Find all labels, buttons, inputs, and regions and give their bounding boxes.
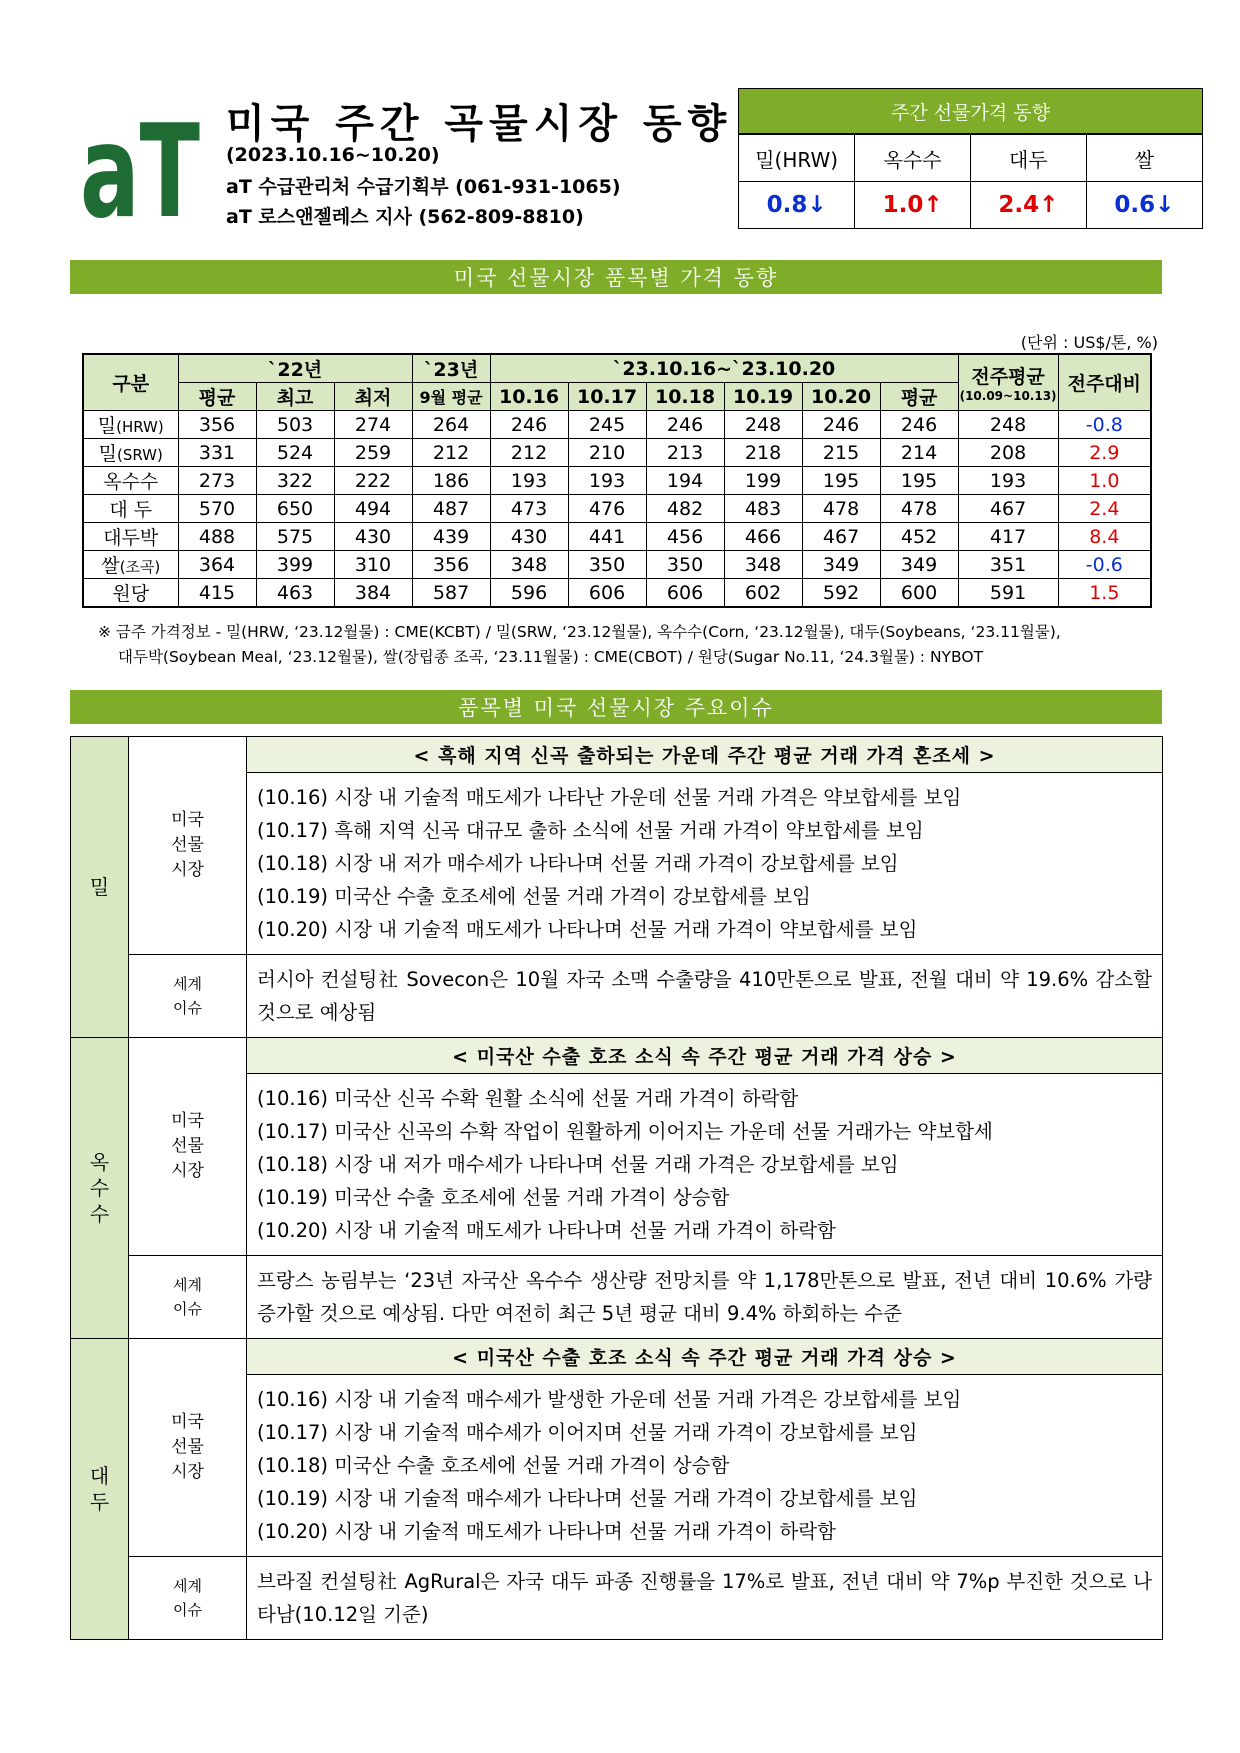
list-item: (10.19) 미국산 수출 호조세에 선물 거래 가격이 상승함 <box>257 1186 730 1209</box>
issues-section-title: 품목별 미국 선물시장 주요이슈 <box>70 690 1162 724</box>
price-cell: 349 <box>880 551 958 579</box>
price-cell: 351 <box>958 551 1058 579</box>
issue-headline: < 미국산 수출 호조 소식 속 주간 평균 거래 가격 상승 > <box>247 1339 1163 1375</box>
world-issue-text: 프랑스 농림부는 ‘23년 자국산 옥수수 생산량 전망치를 약 1,178만톤으로 발표, 전년 대비 10.6% 가량 증가할 것으로 예상됨. 다만 여전히 최근 5년 평균 대비 9.4% 하회하는 수준 <box>247 1256 1163 1339</box>
row-commodity-name: 쌀(조곡) <box>83 551 178 579</box>
price-cell: 463 <box>256 579 334 608</box>
price-cell: 195 <box>880 467 958 495</box>
arrow-up-icon: ↑ <box>1039 192 1059 219</box>
issues-table <box>70 736 1163 1640</box>
price-cell: 259 <box>334 439 412 467</box>
list-item: (10.18) 시장 내 저가 매수세가 나타나며 선물 거래 가격이 강보합세를 보임 <box>257 852 899 875</box>
price-cell: 215 <box>802 439 880 467</box>
row-commodity-name: 옥수수 <box>83 467 178 495</box>
price-cell: 356 <box>178 411 256 439</box>
price-cell: 348 <box>490 551 568 579</box>
change-cell: -0.6 <box>1058 551 1151 579</box>
trend-value-rice: 0.6↓ <box>1086 182 1202 229</box>
price-cell: 488 <box>178 523 256 551</box>
price-cell: 350 <box>568 551 646 579</box>
list-item: (10.20) 시장 내 기술적 매도세가 나타나며 선물 거래 가격이 하락함 <box>257 1219 836 1242</box>
issue-headline: < 미국산 수출 호조 소식 속 주간 평균 거래 가격 상승 > <box>247 1038 1163 1074</box>
price-cell: 350 <box>646 551 724 579</box>
header-prev-avg: 전주평균 (10.09~10.13) <box>958 354 1058 411</box>
row-commodity-name: 원당 <box>83 579 178 608</box>
price-cell: 218 <box>724 439 802 467</box>
price-cell: 195 <box>802 467 880 495</box>
change-cell: -0.8 <box>1058 411 1151 439</box>
arrow-up-icon: ↑ <box>923 192 943 219</box>
daily-market-notes <box>247 1074 1163 1256</box>
price-cell: 194 <box>646 467 724 495</box>
table-row <box>83 579 1151 608</box>
weekly-trend-title: 주간 선물가격 동향 <box>739 89 1202 134</box>
price-cell: 212 <box>412 439 490 467</box>
list-item: (10.20) 시장 내 기술적 매도세가 나타나며 선물 거래 가격이 약보합세를 보임 <box>257 918 918 941</box>
arrow-down-icon: ↓ <box>1155 192 1175 219</box>
header-change: 전주대비 <box>1058 354 1151 411</box>
price-table <box>82 353 1152 608</box>
weekly-trend-table <box>739 134 1202 229</box>
row-commodity-name: 대두박 <box>83 523 178 551</box>
price-cell: 439 <box>412 523 490 551</box>
price-cell: 494 <box>334 495 412 523</box>
price-cell: 348 <box>724 551 802 579</box>
world-issue-text: 브라질 컨설팅社 AgRural은 자국 대두 파종 진행률을 17%로 발표, 전년 대비 약 7%p 부진한 것으로 나타남(10.12일 기준) <box>247 1557 1163 1640</box>
table-row <box>83 551 1151 579</box>
price-cell: 587 <box>412 579 490 608</box>
table-row <box>83 411 1151 439</box>
price-cell: 602 <box>724 579 802 608</box>
trend-name-rice: 쌀 <box>1086 135 1202 182</box>
header-week-avg: 평균 <box>880 383 958 411</box>
trend-value-wheat: 0.8↓ <box>739 182 855 229</box>
page-title: 미국 주간 곡물시장 동향 <box>226 101 733 147</box>
crop-label: 대 두 <box>71 1339 129 1640</box>
header-d3: 10.18 <box>646 383 724 411</box>
price-cell: 399 <box>256 551 334 579</box>
list-item: (10.18) 시장 내 저가 매수세가 나타나며 선물 거래 가격은 강보합세를 보임 <box>257 1153 899 1176</box>
price-cell: 606 <box>646 579 724 608</box>
list-item: (10.17) 시장 내 기술적 매수세가 이어지며 선물 거래 가격이 강보합세를 보임 <box>257 1421 918 1444</box>
daily-market-notes <box>247 1375 1163 1557</box>
trend-name-corn: 옥수수 <box>855 135 971 182</box>
price-cell: 322 <box>256 467 334 495</box>
price-cell: 213 <box>646 439 724 467</box>
price-cell: 650 <box>256 495 334 523</box>
price-cell: 478 <box>802 495 880 523</box>
price-cell: 210 <box>568 439 646 467</box>
list-item: (10.16) 미국산 신곡 수확 원활 소식에 선물 거래 가격이 하락함 <box>257 1087 799 1110</box>
list-item: (10.19) 미국산 수출 호조세에 선물 거래 가격이 강보합세를 보임 <box>257 885 811 908</box>
list-item: (10.17) 미국산 신곡의 수확 작업이 원활하게 이어지는 가운데 선물 거래가는 약보합세 <box>257 1120 993 1143</box>
price-cell: 600 <box>880 579 958 608</box>
trend-name-wheat: 밀(HRW) <box>739 135 855 182</box>
header-min: 최저 <box>334 383 412 411</box>
change-cell: 8.4 <box>1058 523 1151 551</box>
list-item: (10.18) 미국산 수출 호조세에 선물 거래 가격이 상승함 <box>257 1454 730 1477</box>
table-row <box>83 495 1151 523</box>
us-futures-market-label: 미국 선물 시장 <box>129 1038 247 1256</box>
price-cell: 482 <box>646 495 724 523</box>
price-cell: 208 <box>958 439 1058 467</box>
price-cell: 575 <box>256 523 334 551</box>
price-cell: 310 <box>334 551 412 579</box>
price-cell: 487 <box>412 495 490 523</box>
price-cell: 441 <box>568 523 646 551</box>
price-cell: 384 <box>334 579 412 608</box>
price-cell: 503 <box>256 411 334 439</box>
trend-value-soybean: 2.4↑ <box>971 182 1087 229</box>
price-cell: 246 <box>802 411 880 439</box>
price-cell: 596 <box>490 579 568 608</box>
price-cell: 417 <box>958 523 1058 551</box>
header-2022: `22년 <box>178 354 412 383</box>
price-cell: 212 <box>490 439 568 467</box>
department-contact: aT 수급관리처 수급기획부 (061-931-1065) <box>226 176 621 198</box>
table-row <box>83 523 1151 551</box>
row-commodity-name: 밀(SRW) <box>83 439 178 467</box>
price-cell: 274 <box>334 411 412 439</box>
logo-text: aT <box>80 98 200 247</box>
header-sep-avg: 9월 평균 <box>412 383 490 411</box>
change-cell: 1.0 <box>1058 467 1151 495</box>
table-row <box>83 467 1151 495</box>
crop-label: 밀 <box>71 737 129 1038</box>
crop-label: 옥 수 수 <box>71 1038 129 1339</box>
price-cell: 364 <box>178 551 256 579</box>
price-cell: 356 <box>412 551 490 579</box>
price-cell: 193 <box>958 467 1058 495</box>
price-cell: 415 <box>178 579 256 608</box>
header-d1: 10.16 <box>490 383 568 411</box>
price-cell: 246 <box>490 411 568 439</box>
price-cell: 186 <box>412 467 490 495</box>
price-cell: 466 <box>724 523 802 551</box>
header-d2: 10.17 <box>568 383 646 411</box>
header-period: `23.10.16~`23.10.20 <box>490 354 958 383</box>
trend-value-corn: 1.0↑ <box>855 182 971 229</box>
price-cell: 467 <box>958 495 1058 523</box>
price-cell: 331 <box>178 439 256 467</box>
world-issue-label: 세계 이슈 <box>129 955 247 1038</box>
price-cell: 467 <box>802 523 880 551</box>
price-note-line1: ※ 금주 가격정보 - 밀(HRW, ‘23.12월물) : CME(KCBT) / 밀(SRW, ‘23.12월물), 옥수수(Corn, ‘23.12월물), 대두(Soybeans, ‘23.11월물), <box>98 623 1061 641</box>
price-cell: 430 <box>334 523 412 551</box>
price-cell: 193 <box>568 467 646 495</box>
price-cell: 273 <box>178 467 256 495</box>
price-section-title: 미국 선물시장 품목별 가격 동향 <box>70 260 1162 294</box>
list-item: (10.16) 시장 내 기술적 매도세가 나타난 가운데 선물 거래 가격은 약보합세를 보임 <box>257 786 962 809</box>
price-cell: 193 <box>490 467 568 495</box>
arrow-down-icon: ↓ <box>807 192 827 219</box>
price-cell: 430 <box>490 523 568 551</box>
change-cell: 1.5 <box>1058 579 1151 608</box>
header-avg: 평균 <box>178 383 256 411</box>
price-cell: 246 <box>880 411 958 439</box>
at-logo <box>78 96 202 247</box>
list-item: (10.19) 시장 내 기술적 매수세가 나타나며 선물 거래 가격이 강보합세를 보임 <box>257 1487 918 1510</box>
price-cell: 473 <box>490 495 568 523</box>
issue-headline: < 흑해 지역 신곡 출하되는 가운데 주간 평균 거래 가격 혼조세 > <box>247 737 1163 773</box>
price-cell: 222 <box>334 467 412 495</box>
header-category: 구분 <box>83 354 178 411</box>
price-cell: 264 <box>412 411 490 439</box>
price-cell: 248 <box>958 411 1058 439</box>
row-commodity-name: 대 두 <box>83 495 178 523</box>
world-issue-label: 세계 이슈 <box>129 1557 247 1640</box>
world-issue-text: 러시아 컨설팅社 Sovecon은 10월 자국 소맥 수출량을 410만톤으로 발표, 전월 대비 약 19.6% 감소할 것으로 예상됨 <box>247 955 1163 1038</box>
price-cell: 476 <box>568 495 646 523</box>
price-cell: 245 <box>568 411 646 439</box>
list-item: (10.16) 시장 내 기술적 매수세가 발생한 가운데 선물 거래 가격은 강보합세를 보임 <box>257 1388 962 1411</box>
price-cell: 349 <box>802 551 880 579</box>
list-item: (10.20) 시장 내 기술적 매도세가 나타나며 선물 거래 가격이 하락함 <box>257 1520 836 1543</box>
us-futures-market-label: 미국 선물 시장 <box>129 737 247 955</box>
world-issue-label: 세계 이슈 <box>129 1256 247 1339</box>
change-cell: 2.4 <box>1058 495 1151 523</box>
header-d4: 10.19 <box>724 383 802 411</box>
weekly-futures-trend-box <box>738 88 1203 229</box>
price-cell: 199 <box>724 467 802 495</box>
price-cell: 452 <box>880 523 958 551</box>
unit-label: (단위 : US$/톤, %) <box>1020 333 1158 352</box>
row-commodity-name: 밀(HRW) <box>83 411 178 439</box>
price-cell: 248 <box>724 411 802 439</box>
price-cell: 606 <box>568 579 646 608</box>
branch-contact: aT 로스앤젤레스 지사 (562-809-8810) <box>226 206 584 228</box>
list-item: (10.17) 흑해 지역 신곡 대규모 출하 소식에 선물 거래 가격이 약보합세를 보임 <box>257 819 924 842</box>
price-note-line2: 대두박(Soybean Meal, ‘23.12월물), 쌀(장립종 조곡, ‘23.11월물) : CME(CBOT) / 원당(Sugar No.11, ‘24.3월물) : NYBOT <box>118 648 984 666</box>
price-cell: 570 <box>178 495 256 523</box>
trend-name-soybean: 대두 <box>971 135 1087 182</box>
price-cell: 214 <box>880 439 958 467</box>
price-cell: 591 <box>958 579 1058 608</box>
price-cell: 483 <box>724 495 802 523</box>
price-cell: 524 <box>256 439 334 467</box>
price-cell: 478 <box>880 495 958 523</box>
price-cell: 246 <box>646 411 724 439</box>
header-max: 최고 <box>256 383 334 411</box>
price-cell: 592 <box>802 579 880 608</box>
price-cell: 456 <box>646 523 724 551</box>
header-2023: `23년 <box>412 354 490 383</box>
daily-market-notes <box>247 773 1163 955</box>
change-cell: 2.9 <box>1058 439 1151 467</box>
header-d5: 10.20 <box>802 383 880 411</box>
table-row <box>83 439 1151 467</box>
report-period: (2023.10.16~10.20) <box>226 144 440 166</box>
price-note <box>98 620 1158 670</box>
us-futures-market-label: 미국 선물 시장 <box>129 1339 247 1557</box>
